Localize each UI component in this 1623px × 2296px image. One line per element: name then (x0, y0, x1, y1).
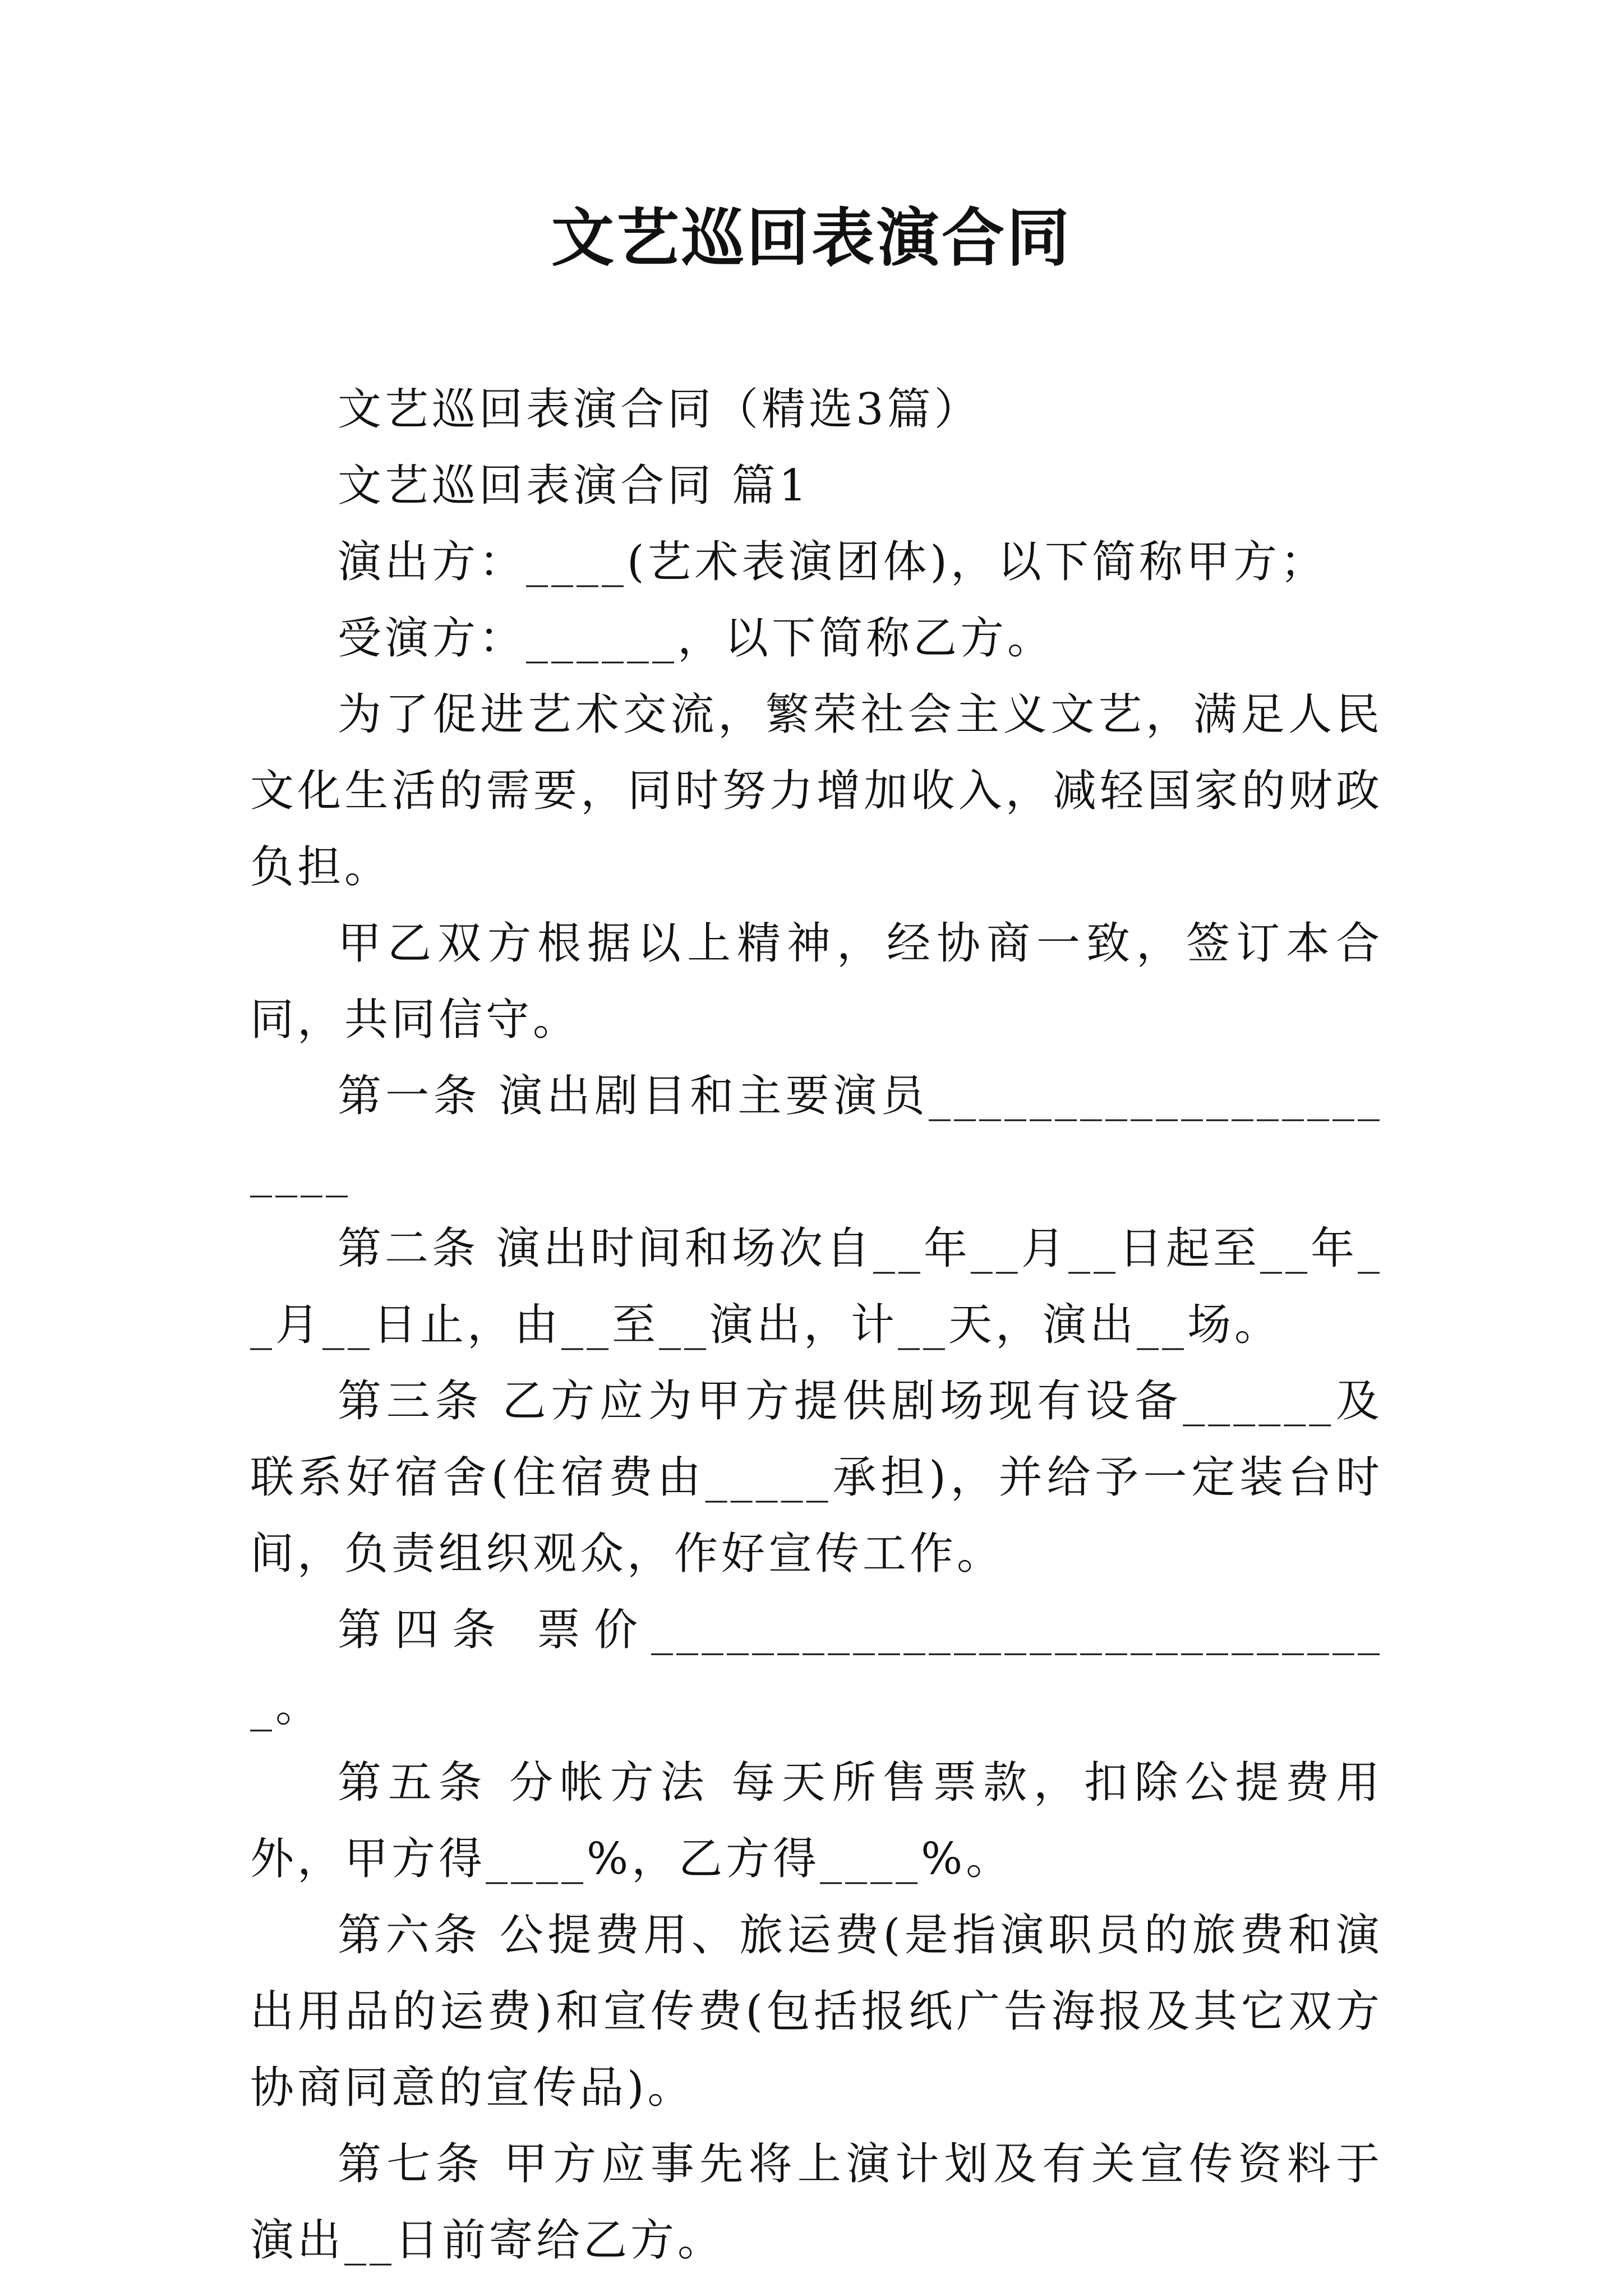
document-title: 文艺巡回表演合同 (551, 201, 1072, 275)
clause-7: 第七条 甲方应事先将上演计划及有关宣传资料于演出__日前寄给乙方。 (250, 2139, 1383, 2266)
paragraph-subtitle: 文艺巡回表演合同（精选3篇） (338, 384, 981, 435)
paragraph-party-a: 演出方：____(艺术表演团体)，以下简称甲方； (338, 537, 1327, 587)
clause-4: 第四条 票价______________________________。 (250, 1605, 1383, 1732)
paragraph-agreement: 甲乙双方根据以上精神，经协商一致，签订本合同，共同信守。 (250, 918, 1383, 1045)
paragraph-purpose: 为了促进艺术交流，繁荣社会主义文艺，满足人民文化生活的需要，同时努力增加收入，减轻国家的财政负担。 (250, 689, 1383, 892)
clause-2: 第二条 演出时间和场次自__年__月__日起至__年__月__日止，由__至__演出，计__天，演出__场。 (250, 1223, 1383, 1350)
clause-5: 第五条 分帐方法 每天所售票款，扣除公提费用外，甲方得____%，乙方得____%。 (250, 1757, 1383, 1884)
document-body (250, 371, 1383, 2279)
clause-3: 第三条 乙方应为甲方提供剧场现有设备______及联系好宿舍(住宿费由_____承担)，并给予一定装台时间，负责组织观众，作好宣传工作。 (250, 1376, 1383, 1579)
paragraph-party-b: 受演方：______，以下简称乙方。 (338, 613, 1055, 664)
clause-6: 第六条 公提费用、旅运费(是指演职员的旅费和演出用品的运费)和宣传费(包括报纸广告海报及其它双方协商同意的宣传品)。 (250, 1910, 1383, 2113)
paragraph-section-heading: 文艺巡回表演合同 篇1 (338, 461, 810, 511)
clause-1: 第一条 演出剧目和主要演员______________________ (250, 1071, 1383, 1198)
